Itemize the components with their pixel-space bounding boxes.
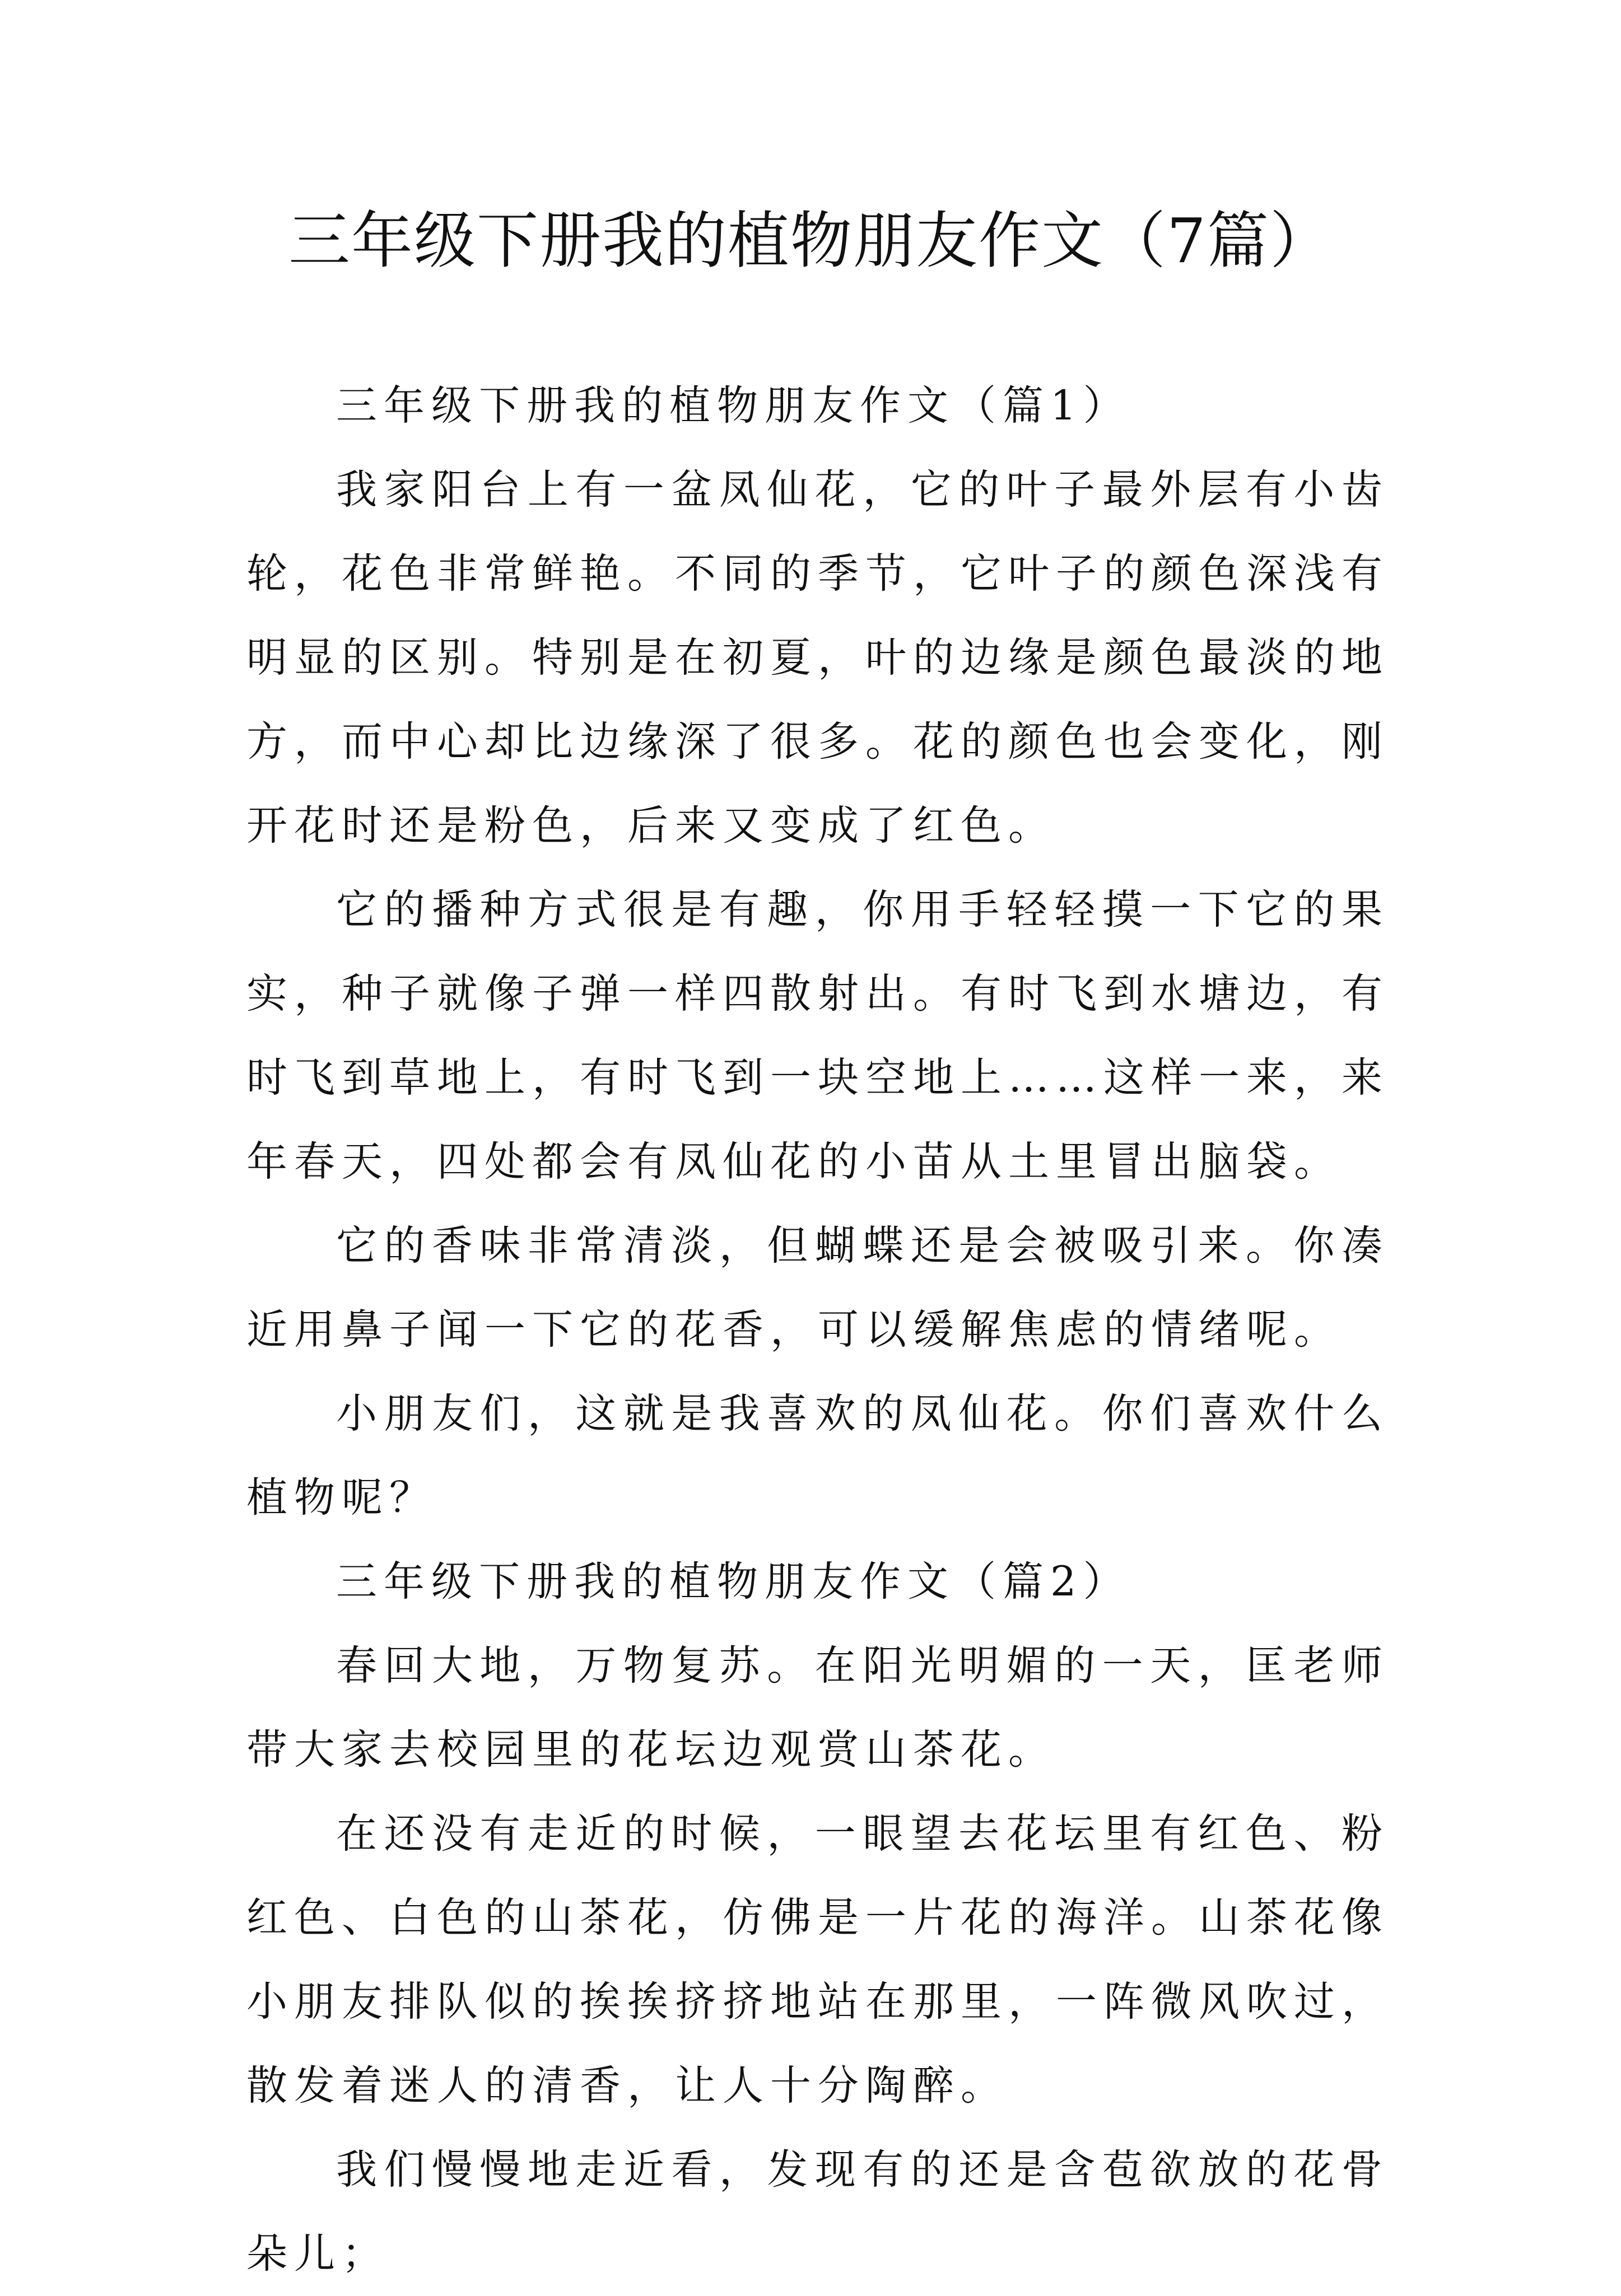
paragraph: 在还没有走近的时候，一眼望去花坛里有红色、粉红色、白色的山茶花，仿佛是一片花的海洋。山茶花像小朋友排队似的挨挨挤挤地站在那里，一阵微风吹过，散发着迷人的清香，让人十分陶醉。 xyxy=(246,1810,1389,2110)
document-body xyxy=(246,364,1389,2296)
document-title: 三年级下册我的植物朋友作文（7篇） xyxy=(288,205,1333,277)
paragraph: 它的播种方式很是有趣，你用手轻轻摸一下它的果实，种子就像子弹一样四散射出。有时飞到水塘边，有时飞到草地上，有时飞到一块空地上……这样一来，来年春天，四处都会有凤仙花的小苗从土里冒出脑袋。 xyxy=(246,886,1389,1186)
paragraph: 春回大地，万物复苏。在阳光明媚的一天，匡老师带大家去校园里的花坛边观赏山茶花。 xyxy=(246,1642,1389,1774)
paragraph: 小朋友们，这就是我喜欢的凤仙花。你们喜欢什么植物呢？ xyxy=(246,1390,1389,1522)
paragraph: 我家阳台上有一盆凤仙花，它的叶子最外层有小齿轮，花色非常鲜艳。不同的季节，它叶子的颜色深浅有明显的区别。特别是在初夏，叶的边缘是颜色最淡的地方，而中心却比边缘深了很多。花的颜色也会变化，刚开花时还是粉色，后来又变成了红色。 xyxy=(246,466,1389,850)
section-heading: 三年级下册我的植物朋友作文（篇2） xyxy=(336,1558,1131,1606)
section-heading: 三年级下册我的植物朋友作文（篇1） xyxy=(336,382,1131,430)
paragraph: 它的香味非常清淡，但蝴蝶还是会被吸引来。你凑近用鼻子闻一下它的花香，可以缓解焦虑的情绪呢。 xyxy=(246,1222,1389,1354)
paragraph: 我们慢慢地走近看，发现有的还是含苞欲放的花骨朵儿； xyxy=(246,2146,1389,2278)
